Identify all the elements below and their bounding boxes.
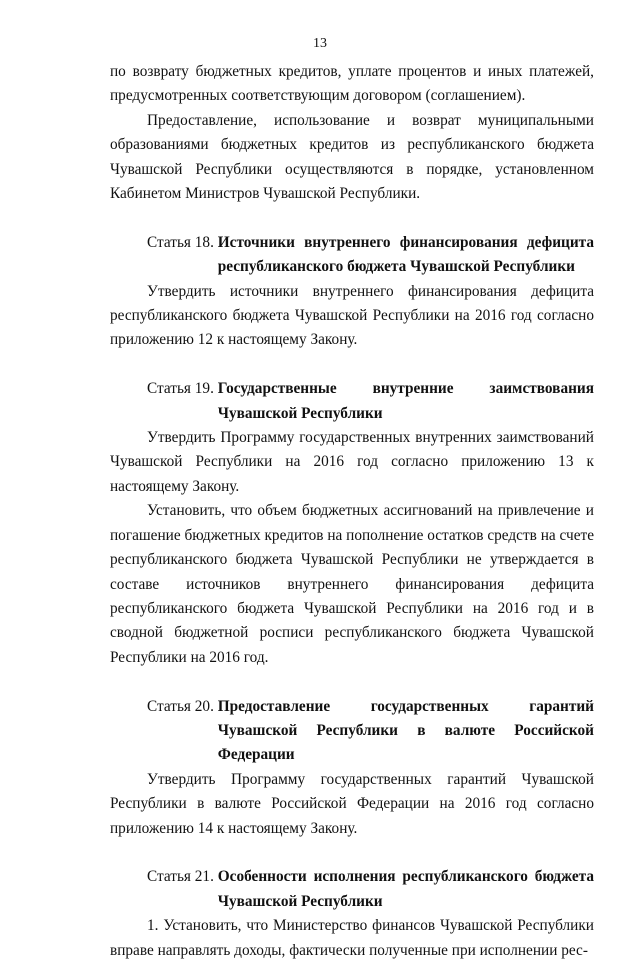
article-heading <box>110 377 594 426</box>
article-number: Статья 19. <box>147 380 214 398</box>
article-number: Статья 21. <box>147 868 214 886</box>
article-title: Особенности исполнения республиканского бюджета Чувашской Республики <box>217 868 594 910</box>
article-heading <box>110 231 594 280</box>
article-number: Статья 18. <box>147 233 214 251</box>
paragraph: Утвердить Программу государственных гарантий Чувашской Республики в валюте Российской Федерации на 2016 год согласно приложению 14 к настоящему Закону. <box>110 770 594 837</box>
paragraph: Утвердить источники внутреннего финансирования дефицита республиканского бюджета Чувашской Республики на 2016 год согласно приложению 12 к настоящему Закону. <box>110 282 594 349</box>
article-heading <box>110 695 594 768</box>
paragraph: Предоставление, использование и возврат муниципальными образованиями бюджетных кредитов из республиканского бюджета Чувашской Республики осуществляются в порядке, установленном Кабинетом Министров Чувашской Республики. <box>110 111 594 203</box>
article-title: Предоставление государственных гарантий Чувашской Республики в валюте Российской Федерации <box>217 697 594 764</box>
paragraph: Утвердить Программу государственных внутренних заимствований Чувашской Республики на 2016 год согласно приложению 13 к настоящему Закону. <box>110 429 594 495</box>
paragraph: Установить, что объем бюджетных ассигнований на привлечение и погашение бюджетных кредитов на пополнение остатков средств на счете республиканского бюджета Чувашской Республики не утверждается в составе источников внутреннего финансирования дефицита республиканского бюджета Чувашской Республики на 2016 год и в сводной бюджетной росписи республиканского бюджета Чувашской Республики на 2016 год. <box>110 502 594 666</box>
article-18 <box>110 231 594 353</box>
page-content <box>110 60 594 963</box>
article-heading <box>110 865 594 914</box>
article-20 <box>110 695 594 841</box>
article-19 <box>110 377 594 670</box>
page-number: 13 <box>313 36 327 51</box>
article-title: Государственные внутренние заимствования Чувашской Республики <box>217 380 594 422</box>
article-number: Статья 20. <box>147 697 214 715</box>
paragraph: 1. Установить, что Министерство финансов Чувашской Республики вправе направлять доходы, фактически полученные при исполнении рес- <box>110 917 594 959</box>
article-21 <box>110 865 594 963</box>
article-title: Источники внутреннего финансирования дефицита республиканского бюджета Чувашской Республики <box>217 233 594 276</box>
paragraph: по возврату бюджетных кредитов, уплате процентов и иных платежей, предусмотренных соответствующим договором (соглашением). <box>110 63 594 105</box>
